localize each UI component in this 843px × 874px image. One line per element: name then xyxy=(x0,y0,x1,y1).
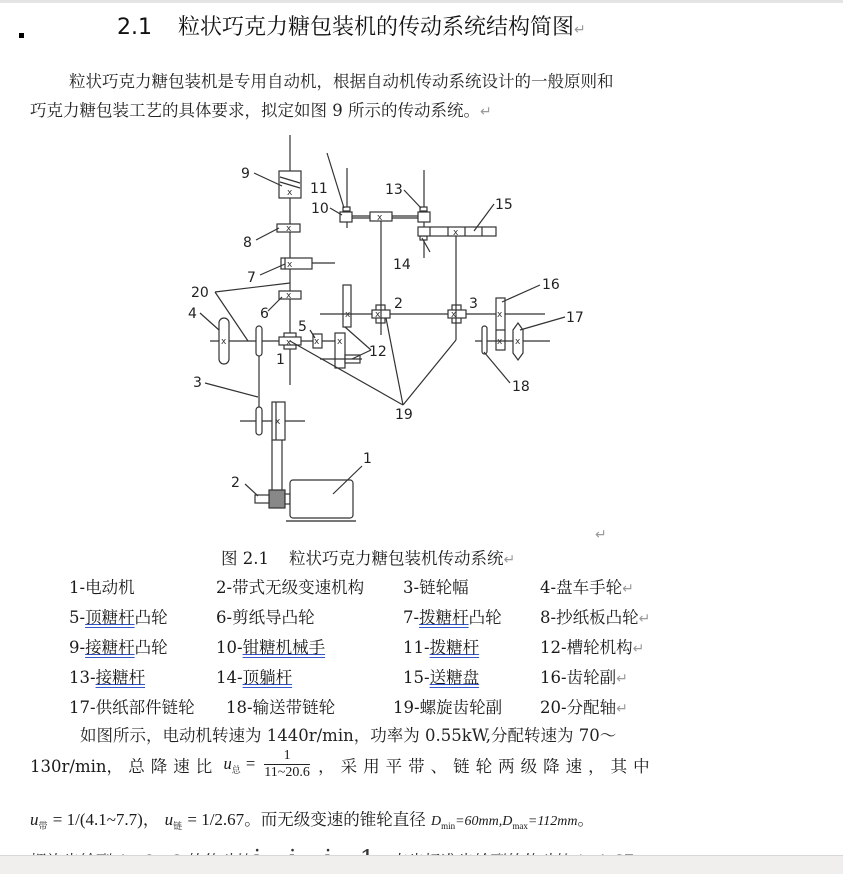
svg-text:x: x xyxy=(451,310,457,320)
label-10: 10 xyxy=(311,201,329,217)
label-11: 11 xyxy=(310,181,328,197)
svg-text:x: x xyxy=(453,228,459,238)
paragraph-mark-icon: ↵ xyxy=(503,552,516,568)
svg-text:x: x xyxy=(497,337,503,347)
spellcheck-underlined-term: 顶糖杆 xyxy=(85,608,135,627)
label-19: 19 xyxy=(395,407,413,423)
body-line-5 xyxy=(30,806,594,832)
label-1: 1 xyxy=(276,352,285,368)
body-text-4-mid: 总降速比 xyxy=(128,756,219,776)
svg-text:x: x xyxy=(221,337,227,347)
body-text-5-end: 。 xyxy=(577,810,595,829)
legend-item: 4-盘车手轮↵ xyxy=(540,578,634,597)
label-8: 8 xyxy=(243,235,252,251)
legend-item: 18-输送带链轮 xyxy=(226,698,336,717)
legend-item: 10-钳糖机械手 xyxy=(216,638,326,657)
label-3: 3 xyxy=(193,375,202,391)
legend-item: 5-顶糖杆凸轮 xyxy=(69,608,168,627)
body-text-4-start: 130r/min， xyxy=(30,756,123,776)
svg-text:x: x xyxy=(337,337,343,347)
u-belt-value: = 1/(4.1~7.7) xyxy=(52,810,143,829)
body-text-3: 如图所示，电动机转速为 1440r/min，功率为 0.55kW,分配转速为 70～ xyxy=(80,726,617,745)
spellcheck-underlined-term: 接糖杆 xyxy=(85,638,135,657)
spellcheck-underlined-term: 接糖杆 xyxy=(95,668,146,687)
legend-item: 16-齿轮副↵ xyxy=(540,668,628,687)
legend-item: 11-拨糖杆 xyxy=(403,638,480,657)
svg-text:x: x xyxy=(375,310,381,320)
paragraph-mark-icon: ↵ xyxy=(632,641,645,657)
legend-item: 1-电动机 xyxy=(69,578,135,597)
u-total-formula: $u_总$ = xyxy=(223,753,257,775)
label-2: 2 xyxy=(394,296,403,312)
svg-text:x: x xyxy=(287,260,293,270)
label-4: 4 xyxy=(188,306,197,322)
u-total-fraction: $\frac{1}{11\sim 20.6}$ xyxy=(264,748,310,780)
figure-caption-text: 粒状巧克力糖包装机传动系统 xyxy=(289,549,504,568)
paragraph-mark-icon: ↵ xyxy=(622,581,634,597)
svg-text:x: x xyxy=(314,337,320,347)
svg-text:x: x xyxy=(497,310,503,320)
legend-item: 12-槽轮机构↵ xyxy=(540,638,645,657)
paragraph-mark-icon: ↵ xyxy=(616,671,628,687)
section-heading xyxy=(117,10,586,41)
u-chain-formula: $u_链$ xyxy=(164,810,183,831)
svg-text:x: x xyxy=(286,291,292,301)
label-motor-1: 1 xyxy=(363,451,372,467)
legend-item: 2-带式无级变速机构 xyxy=(216,578,365,597)
figure-caption xyxy=(221,545,515,569)
transmission-diagram xyxy=(180,130,600,530)
label-18: 18 xyxy=(512,379,530,395)
paragraph-mark-icon: ↵ xyxy=(574,22,586,38)
paragraph-mark-icon: ↵ xyxy=(595,527,607,543)
label-17: 17 xyxy=(566,310,584,326)
legend-item: 6-剪纸导凸轮 xyxy=(216,608,315,627)
intro-text-1: 粒状巧克力糖包装机是专用自动机，根据自动机传动系统设计的一般原则和 xyxy=(69,72,614,91)
label-9: 9 xyxy=(241,166,250,182)
legend-item: 17-供纸部件链轮 xyxy=(69,698,195,717)
svg-text:x: x xyxy=(275,417,281,427)
label-12: 12 xyxy=(369,344,387,360)
label-16: 16 xyxy=(542,277,560,293)
svg-text:x: x xyxy=(286,338,292,348)
section-title: 粒状巧克力糖包装机的传动系统结构简图 xyxy=(178,15,575,40)
label-6: 6 xyxy=(260,306,269,322)
legend-item: 13-接糖杆 xyxy=(69,668,146,687)
window-top-edge xyxy=(0,0,843,3)
label-5: 5 xyxy=(298,319,307,335)
label-14: 14 xyxy=(393,257,411,273)
legend-item: 19-螺旋齿轮副 xyxy=(393,698,503,717)
spellcheck-underlined-term: 钳糖机械手 xyxy=(242,638,326,657)
intro-line-2 xyxy=(30,97,492,121)
u-belt-formula: $u_带$ xyxy=(30,810,48,831)
svg-text:x: x xyxy=(287,188,293,198)
label-variator-2: 2 xyxy=(231,475,240,491)
spellcheck-underlined-term: 拨糖杆 xyxy=(429,638,480,657)
body-line-4 xyxy=(30,748,656,788)
paragraph-mark-icon: ↵ xyxy=(616,701,628,717)
legend-item: 20-分配轴↵ xyxy=(540,698,628,717)
body-text-4-end: ，采用平带、链轮两级降速，其中 xyxy=(318,756,656,776)
paragraph-bullet-marker xyxy=(19,33,24,38)
legend-item: 3-链轮幅 xyxy=(403,578,469,597)
legend-item: 8-抄纸板凸轮↵ xyxy=(540,608,651,627)
legend-item: 14-顶躺杆 xyxy=(216,668,293,687)
legend-item: 15-送糖盘 xyxy=(403,668,480,687)
intro-text-2: 巧克力糖包装工艺的具体要求，拟定如图 9 所示的传动系统。 xyxy=(30,101,480,120)
label-20: 20 xyxy=(191,285,209,301)
svg-text:x: x xyxy=(515,337,521,347)
paragraph-mark-icon: ↵ xyxy=(480,104,492,120)
legend-item: 7-拨糖杆凸轮 xyxy=(403,608,502,627)
label-13: 13 xyxy=(385,182,403,198)
spellcheck-underlined-term: 顶躺杆 xyxy=(242,668,293,687)
spellcheck-underlined-term: 拨糖杆 xyxy=(419,608,469,627)
label-3-helical: 3 xyxy=(469,296,478,312)
d-min-formula: $D_{min}=60mm,D_{max}=112mm$ xyxy=(430,814,578,831)
label-15: 15 xyxy=(495,197,513,213)
paragraph-mark-icon: ↵ xyxy=(638,611,651,627)
svg-text:x: x xyxy=(345,310,351,320)
spellcheck-underlined-term: 送糖盘 xyxy=(429,668,480,687)
body-text-5: 。而无级变速的锥轮直径 xyxy=(244,810,426,829)
figure-number: 图 2.1 xyxy=(221,549,269,568)
label-7: 7 xyxy=(247,270,256,286)
body-line-3 xyxy=(80,722,616,746)
u-chain-value: = 1/2.67 xyxy=(187,810,245,829)
comma: ， xyxy=(142,810,160,829)
window-bottom-bar xyxy=(0,855,843,874)
intro-line-1 xyxy=(69,68,614,92)
legend-item: 9-接糖杆凸轮 xyxy=(69,638,168,657)
svg-text:x: x xyxy=(377,213,383,223)
svg-text:x: x xyxy=(286,224,292,234)
section-number: 2.1 xyxy=(117,15,152,40)
